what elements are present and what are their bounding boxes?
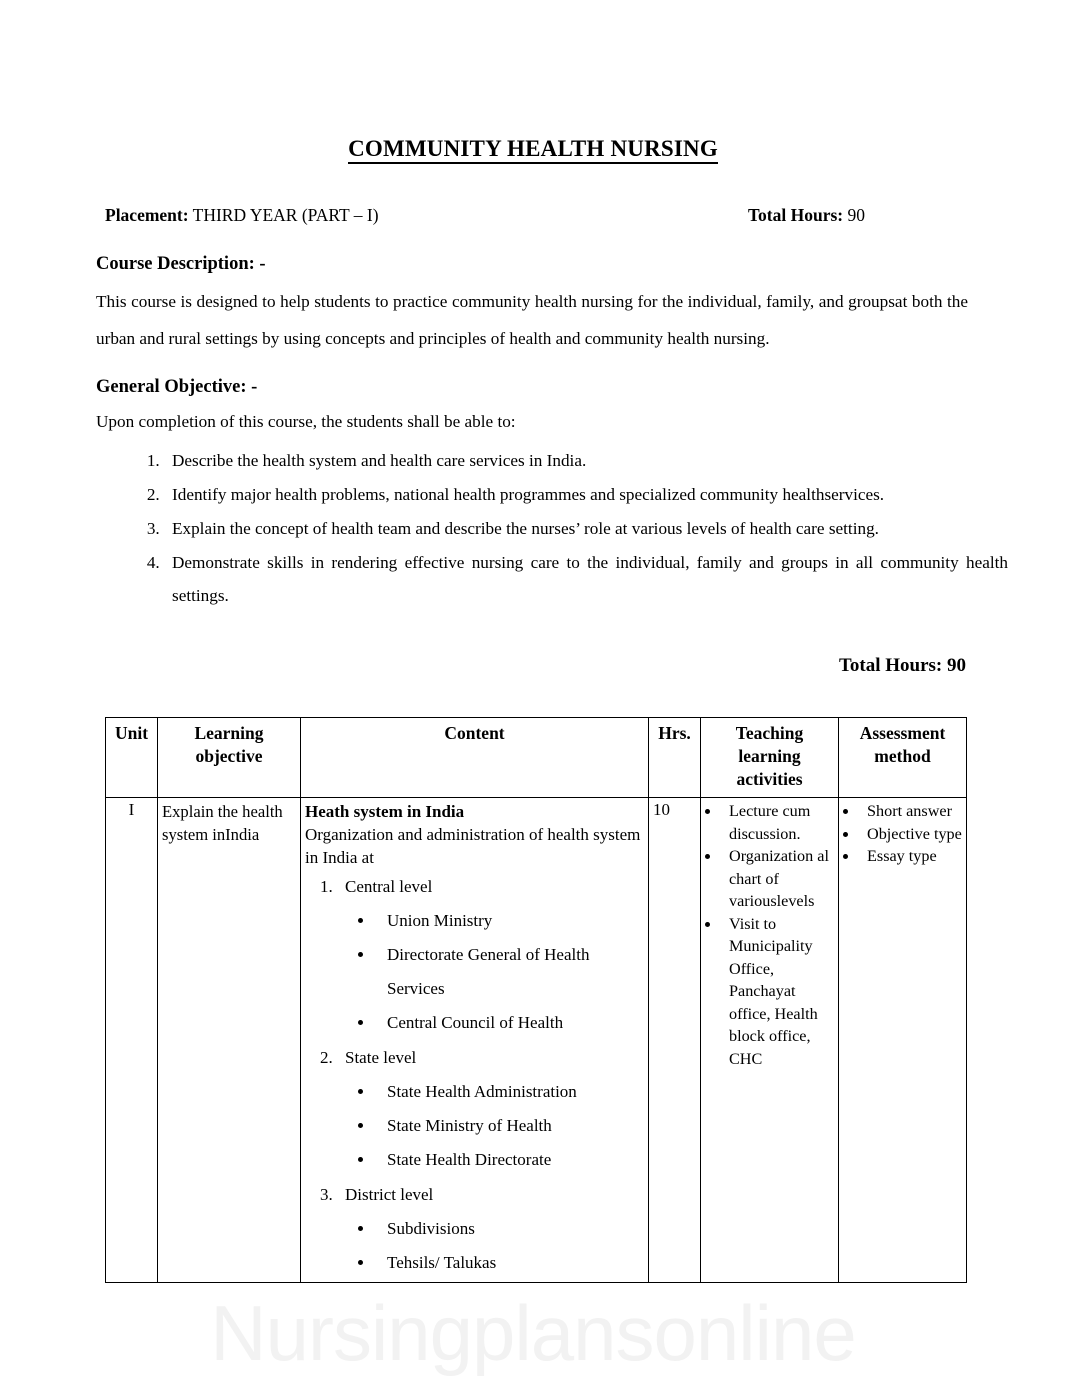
cell-content <box>301 798 649 1283</box>
list-item <box>337 870 644 1040</box>
list-item: • State Health Directorate <box>375 1143 644 1177</box>
cell-learning-objective: Explain the health system inIndia <box>158 798 301 1283</box>
watermark: Nursingplansonline <box>210 1289 856 1377</box>
list-item: • Short answer <box>859 800 962 823</box>
placement-label: Placement: <box>105 205 189 225</box>
page-title-text: COMMUNITY HEALTH NURSING <box>348 136 718 164</box>
column-header-content: Content <box>301 718 649 798</box>
teaching-activities-list <box>705 800 834 1070</box>
cell-unit: I <box>106 798 158 1283</box>
table-header-row <box>106 718 967 798</box>
list-item: • Subdivisions <box>375 1212 644 1246</box>
total-hours-label: Total Hours: <box>747 205 844 225</box>
page-title <box>0 136 1066 162</box>
column-header-teaching: Teaching learning activities <box>701 718 839 798</box>
column-header-hrs: Hrs. <box>649 718 701 798</box>
assessment-method-list <box>843 800 962 868</box>
content-intro: Organization and administration of health system in India at <box>305 825 641 867</box>
list-item: • Central Council of Health <box>375 1006 644 1040</box>
list-item: • Organization al chart of variouslevels <box>721 845 834 913</box>
list-item: • Lecture cum discussion. <box>721 800 834 845</box>
cell-hours: 10 <box>649 798 701 1283</box>
column-header-assessment: Assessment method <box>839 718 967 798</box>
list-item: • Directorate General of Health Services <box>375 938 644 1006</box>
list-item: • State Health Administration <box>375 1075 644 1109</box>
placement-value: THIRD YEAR (PART – I) <box>192 205 379 225</box>
group-label: Central level <box>345 877 433 896</box>
total-hours-banner: Total Hours: 90 <box>838 655 966 676</box>
cell-assessment-method <box>839 798 967 1283</box>
general-objective-heading: General Objective: - <box>96 377 258 397</box>
list-item: 1. Describe the health system and health care services in India. <box>164 444 1008 477</box>
placement-field <box>105 205 379 226</box>
group-label: State level <box>345 1048 417 1067</box>
total-hours-field <box>748 205 865 226</box>
placement-row <box>105 205 865 226</box>
table-row <box>106 798 967 1283</box>
general-objective-list <box>122 444 1008 613</box>
list-item: 4. Demonstrate skills in rendering effective nursing care to the individual, family and groups in all community health settings. <box>164 546 1008 612</box>
group-label: District level <box>345 1185 434 1204</box>
group-bullet-list <box>345 1212 644 1280</box>
syllabus-table <box>105 717 967 1283</box>
course-description-heading: Course Description: - <box>96 254 266 274</box>
list-item <box>337 1041 644 1177</box>
group-bullet-list <box>345 1075 644 1177</box>
list-item: 2. Identify major health problems, national health programmes and specialized community healthservices. <box>164 478 1008 511</box>
total-hours-value: 90 <box>847 205 865 225</box>
list-item: • Objective type <box>859 823 962 846</box>
course-description-text: This course is designed to help students to practice community health nursing for the individual, family, and groupsat both the urban and rural settings by using concepts and principles of health and community health nursing. <box>96 292 968 348</box>
list-item: • Essay type <box>859 845 962 868</box>
column-header-unit: Unit <box>106 718 158 798</box>
list-item <box>337 1178 644 1280</box>
list-item: 3. Explain the concept of health team and describe the nurses’ role at various levels of health care setting. <box>164 512 1008 545</box>
list-item: • Union Ministry <box>375 904 644 938</box>
list-item: • State Ministry of Health <box>375 1109 644 1143</box>
content-numbered-list <box>305 870 644 1280</box>
general-objective-lead: Upon completion of this course, the students shall be able to: <box>96 412 516 431</box>
column-header-objective: Learning objective <box>158 718 301 798</box>
group-bullet-list <box>345 904 644 1040</box>
cell-teaching-activities <box>701 798 839 1283</box>
list-item: • Tehsils/ Talukas <box>375 1246 644 1280</box>
content-title: Heath system in India <box>305 802 465 821</box>
list-item: • Visit to Municipality Office, Panchayat office, Health block office, CHC <box>721 913 834 1071</box>
